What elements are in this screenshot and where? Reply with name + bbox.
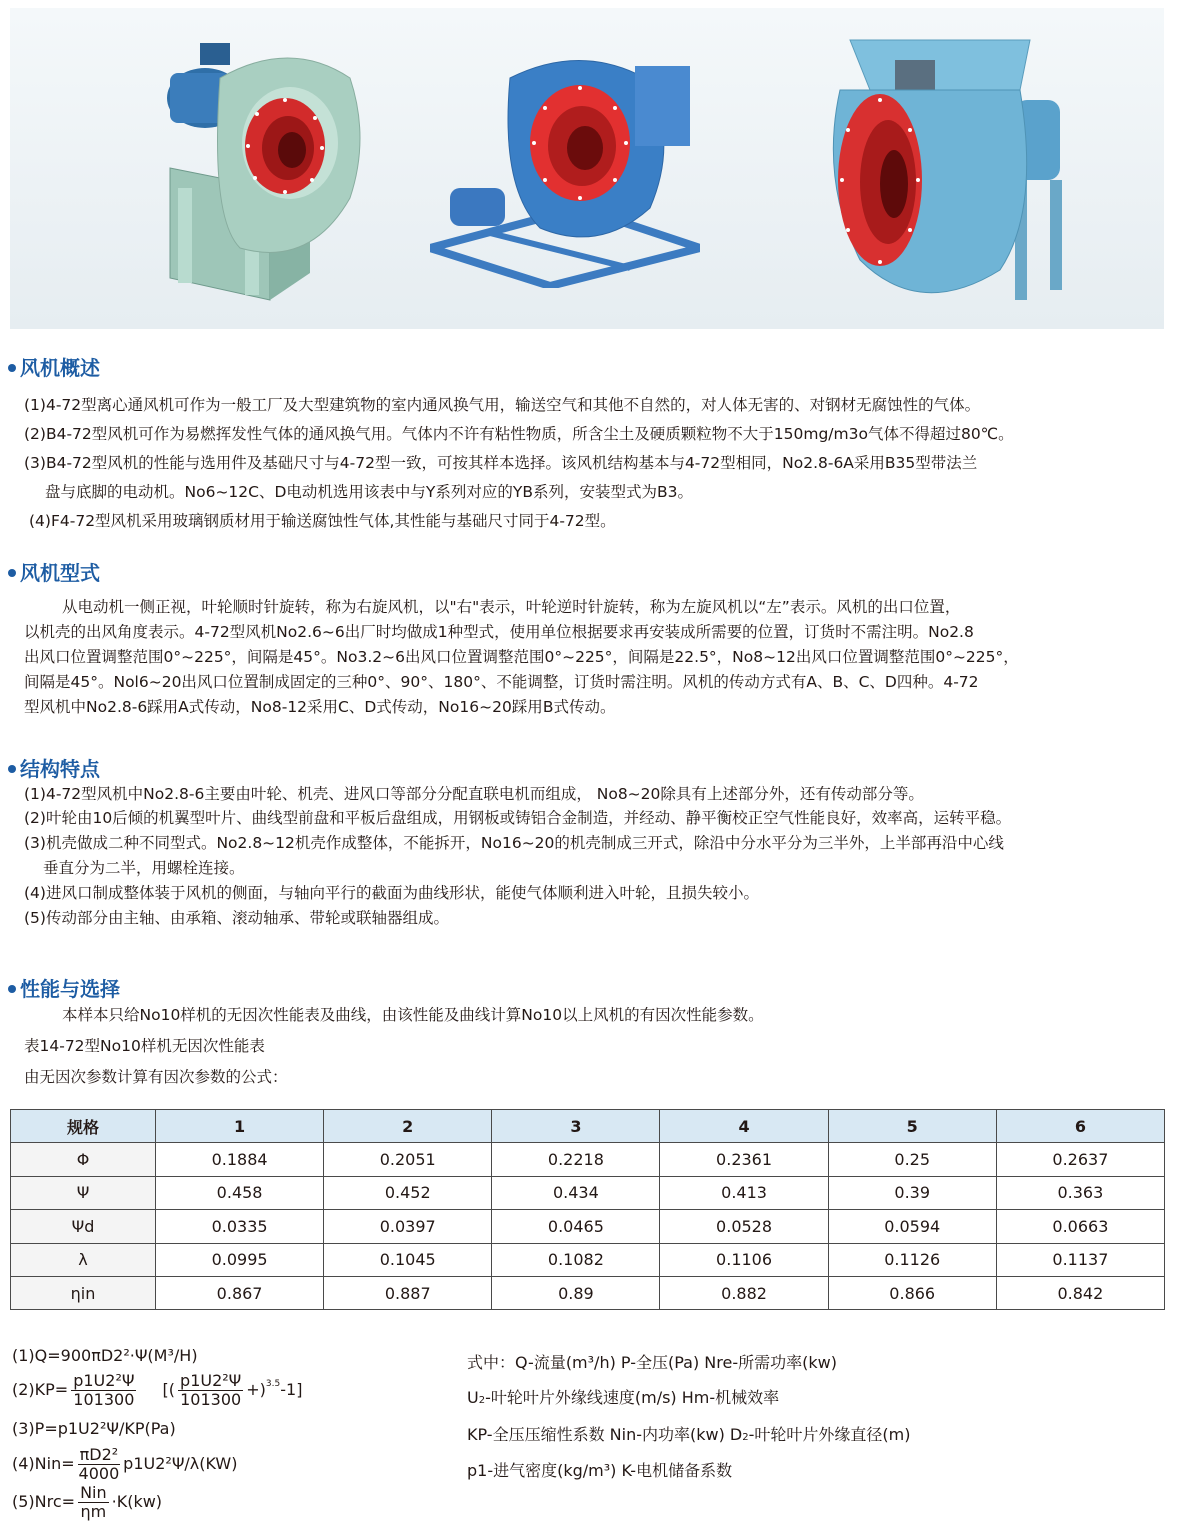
table-row-header: Ψd: [11, 1210, 156, 1243]
overview-line-1: (1)4-72型离心通风机可作为一般工厂及大型建筑物的室内通风换气用，输送空气和其他不自然的，对人体无害的、对钢材无腐蚀性的气体。: [24, 396, 981, 414]
formula-2-tail: +): [246, 1380, 266, 1399]
overview-line-5: (4)F4-72型风机采用玻璃钢质材用于输送腐蚀性气体,其性能与基础尺寸同于4-72型。: [29, 512, 616, 530]
performance-line-3: 由无因次参数计算有因次参数的公式：: [24, 1068, 288, 1086]
note-subscript: 2: [742, 1432, 749, 1443]
overview-line-3: (3)B4-72型风机的性能与选用件及基础尺寸与4-72型一致，可按其样本选择。该风机结构基本与4-72型相同，No2.8-6A采用B35型带法兰: [24, 454, 978, 472]
table-cell: 0.1045: [324, 1243, 492, 1276]
table-header-cell: 1: [156, 1110, 324, 1143]
structure-line-1: (1)4-72型风机中No2.8-6主要由叶轮、机壳、进风口等部分分配直联电机而组成， No8~20除具有上述部分外，还有传动部分等。: [24, 785, 924, 803]
table-cell: 0.0335: [156, 1210, 324, 1243]
formula-5: [12, 1484, 162, 1521]
overview-line-4: 盘与底脚的电动机。No6~12C、D电动机选用该表中与Y系列对应的YB系列，安装型式为B3。: [45, 483, 693, 501]
table-header-cell: 2: [324, 1110, 492, 1143]
note-line-1: 式中：Q-流量(m³/h) P-全压(Pa) Nre-所需功率(kw): [467, 1353, 837, 1372]
formula-2-bracket: [(: [162, 1380, 176, 1399]
table-cell: 0.0465: [492, 1210, 660, 1243]
section-title-performance: [8, 973, 120, 1002]
table-cell: 0.413: [660, 1176, 828, 1209]
section-title-text: 性能与选择: [20, 977, 120, 1001]
table-cell: 0.1106: [660, 1243, 828, 1276]
formula-2-end: -1]: [280, 1380, 303, 1399]
table-cell: 0.1884: [156, 1143, 324, 1176]
table-header-cell: 4: [660, 1110, 828, 1143]
table-cell: 0.0663: [996, 1210, 1164, 1243]
section-title-text: 风机型式: [20, 561, 100, 585]
formula-2-exponent: 3.5: [265, 1379, 281, 1389]
formula-5-denominator: ηm: [80, 1502, 107, 1521]
formula-2-denominator: 101300: [73, 1390, 135, 1409]
table-header-cell: 规格: [11, 1110, 156, 1143]
table-header-cell: 3: [492, 1110, 660, 1143]
formula-2: [12, 1372, 302, 1409]
formula-4-fraction: [78, 1446, 121, 1483]
formula-4-numerator: πD2²: [79, 1445, 119, 1464]
formula-5-fraction: [78, 1484, 109, 1521]
formula-5-numerator: Nin: [80, 1483, 107, 1502]
teal-centrifugal-fan-image: [810, 30, 1070, 305]
note-text: -叶轮叶片外缘直径(m): [748, 1425, 911, 1444]
blue-belt-driven-fan-image: [430, 38, 700, 288]
table-cell: 0.434: [492, 1176, 660, 1209]
note-subscript: 2: [478, 1395, 486, 1406]
table-cell: 0.882: [660, 1276, 828, 1309]
note-symbol: U: [467, 1388, 479, 1407]
bullet-icon: [8, 364, 16, 372]
table-cell: 0.2637: [996, 1143, 1164, 1176]
table-cell: 0.0594: [828, 1210, 996, 1243]
table-cell: 0.1137: [996, 1243, 1164, 1276]
section-title-overview: [8, 352, 100, 381]
section-title-text: 结构特点: [20, 757, 100, 781]
note-line-3: [467, 1424, 910, 1449]
formula-5-prefix: (5)Nrc=: [12, 1492, 76, 1511]
structure-line-3: (3)机壳做成二种不同型式。No2.8~12机壳作成整体，不能拆开，No16~20的机壳制成三开式，除沿中分水平分为三半外，上半部再沿中心线: [24, 834, 1004, 852]
formula-4-tail: p1U2²Ψ/λ(KW): [123, 1454, 238, 1473]
structure-line-4: 垂直分为二半，用螺栓连接。: [43, 859, 245, 877]
note-line-2: [467, 1387, 779, 1412]
table-row: [11, 1210, 1165, 1243]
table-row: [11, 1176, 1165, 1209]
table-cell: 0.452: [324, 1176, 492, 1209]
table-cell: 0.0397: [324, 1210, 492, 1243]
table-row-header: ηin: [11, 1276, 156, 1309]
formula-2-numerator-2: p1U2²Ψ: [180, 1371, 242, 1390]
green-centrifugal-fan-image: [150, 38, 370, 303]
table-header-cell: 6: [996, 1110, 1164, 1143]
table-cell: 0.1082: [492, 1243, 660, 1276]
table-cell: 0.363: [996, 1176, 1164, 1209]
formula-2-fraction-2: [178, 1372, 243, 1409]
table-cell: 0.458: [156, 1176, 324, 1209]
table-header-row: [11, 1110, 1165, 1143]
structure-line-5: (4)进风口制成整体装于风机的侧面，与轴向平行的截面为曲线形状，能使气体顺利进入叶轮，且损失较小。: [24, 884, 759, 902]
table-cell: 0.887: [324, 1276, 492, 1309]
table-row-header: λ: [11, 1243, 156, 1276]
formula-5-tail: ·K(kw): [111, 1492, 163, 1511]
performance-line-1: 本样本只给No10样机的无因次性能表及曲线，由该性能及曲线计算No10以上风机的有因次性能参数。: [62, 1006, 764, 1024]
bullet-icon: [8, 765, 16, 773]
note-text: -叶轮叶片外缘线速度(m/s) Hm-机械效率: [485, 1388, 780, 1407]
performance-line-2: 表14-72型No10样机无因次性能表: [24, 1037, 265, 1055]
bullet-icon: [8, 985, 16, 993]
table-cell: 0.1126: [828, 1243, 996, 1276]
formula-3: (3)P=p1U2²Ψ/KP(Pa): [12, 1419, 176, 1438]
table-cell: 0.866: [828, 1276, 996, 1309]
table-cell: 0.25: [828, 1143, 996, 1176]
section-title-structure: [8, 753, 100, 782]
performance-table: [10, 1109, 1165, 1310]
formula-2-denominator-2: 101300: [180, 1390, 242, 1409]
note-text: KP-全压压缩性系数 Nin-内功率(kw) D: [467, 1425, 743, 1444]
product-photo-band: [10, 8, 1164, 329]
formula-2-fraction: [71, 1372, 136, 1409]
formula-4-prefix: (4)Nin=: [12, 1454, 75, 1473]
table-row: [11, 1276, 1165, 1309]
table-cell: 0.842: [996, 1276, 1164, 1309]
table-cell: 0.867: [156, 1276, 324, 1309]
table-cell: 0.39: [828, 1176, 996, 1209]
type-line-3: 出风口位置调整范围0°~225°，间隔是45°。No3.2~6出风口位置调整范围0°~225°，间隔是22.5°，No8~12出风口位置调整范围0°~225°，: [24, 648, 1019, 666]
type-line-2: 以机壳的出风角度表示。4-72型风机No2.6~6出厂时均做成1种型式，使用单位根据要求再安装成所需要的位置，订货时不需注明。No2.8: [24, 623, 974, 641]
table-cell: 0.0528: [660, 1210, 828, 1243]
table-cell: 0.0995: [156, 1243, 324, 1276]
table-row: [11, 1243, 1165, 1276]
formula-4: [12, 1446, 238, 1483]
structure-line-2: (2)叶轮由10后倾的机翼型叶片、曲线型前盘和平板后盘组成，用钢板或铸铝合金制造，并经动、静平衡校正空气性能良好，效率高，运转平稳。: [24, 809, 1012, 827]
table-row-header: Φ: [11, 1143, 156, 1176]
structure-line-6: (5)传动部分由主轴、由承箱、滚动轴承、带轮或联轴器组成。: [24, 909, 449, 927]
table-cell: 0.89: [492, 1276, 660, 1309]
section-title-type: [8, 557, 100, 586]
formula-2-numerator: p1U2²Ψ: [73, 1371, 135, 1390]
bullet-icon: [8, 569, 16, 577]
section-title-text: 风机概述: [20, 356, 100, 380]
type-line-4: 间隔是45°。Nol6~20出风口位置制成固定的三种0°、90°、180°、不能调整，订货时需注明。风机的传动方式有A、B、C、D四种。4-72: [24, 673, 979, 691]
formula-1: (1)Q=900πD2²·Ψ(M³/H): [12, 1346, 198, 1365]
type-line-5: 型风机中No2.8-6踩用A式传动，No8-12采用C、D式传动，No16~20踩用B式传动。: [24, 698, 616, 716]
table-cell: 0.2051: [324, 1143, 492, 1176]
table-cell: 0.2361: [660, 1143, 828, 1176]
type-line-1: 从电动机一侧正视，叶轮顺时针旋转，称为右旋风机，以"右"表示，叶轮逆时针旋转，称为左旋风机以“左”表示。风机的出口位置，: [62, 598, 961, 616]
table-row-header: Ψ: [11, 1176, 156, 1209]
overview-line-2: (2)B4-72型风机可作为易燃挥发性气体的通风换气用。气体内不许有粘性物质，所含尘土及硬质颗粒物不大于150mg/m3o气体不得超过80℃。: [24, 425, 1014, 443]
formula-2-prefix: (2)KP=: [12, 1380, 69, 1399]
table-cell: 0.2218: [492, 1143, 660, 1176]
note-line-4: p1-进气密度(kg/m³) K-电机储备系数: [467, 1461, 733, 1480]
table-header-cell: 5: [828, 1110, 996, 1143]
formula-4-denominator: 4000: [78, 1464, 120, 1483]
table-row: [11, 1143, 1165, 1176]
